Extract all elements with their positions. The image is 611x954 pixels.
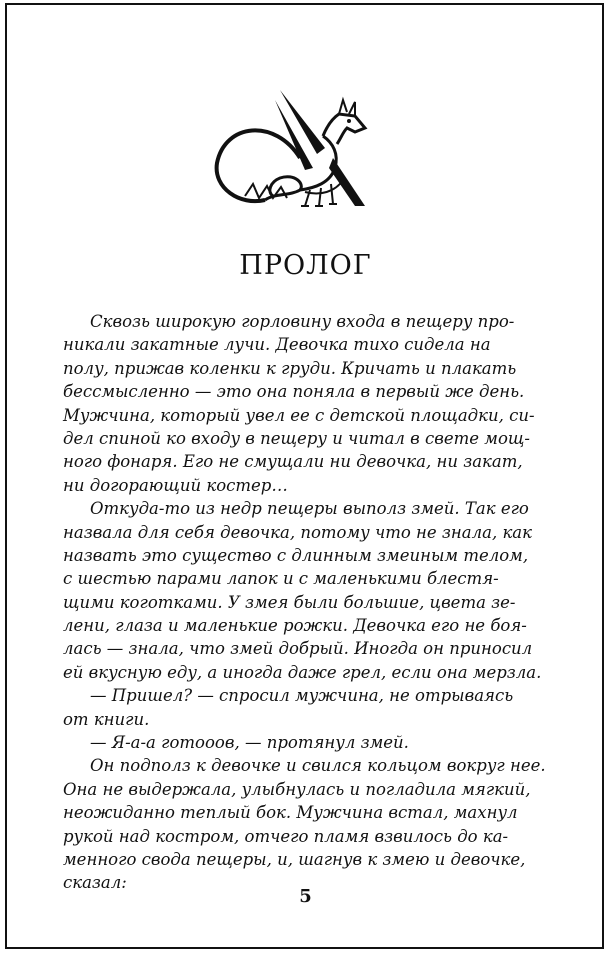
text-line: менного свода пещеры, и, шагнув к змею и девочке, <box>63 849 526 869</box>
text-line: рукой над костром, отчего пламя взвилось до ка- <box>63 826 509 846</box>
text-line: Мужчина, который увел ее с детской площадки, си- <box>63 405 535 425</box>
text-line: лени, глаза и маленькие рожки. Девочка его не боя- <box>63 616 527 636</box>
text-line: полу, прижав коленки к груди. Кричать и плакать <box>63 358 517 378</box>
dragon-vignette-icon <box>205 88 375 213</box>
text-line: назвать это существо с длинным змеиным телом, <box>63 545 529 565</box>
text-line: щими коготками. У змея были большие, цвета зе- <box>63 592 516 612</box>
text-line: бессмысленно — это она поняла в первый же день. <box>63 382 525 402</box>
text-line: Он подполз к девочке и свился кольцом вокруг нее. <box>90 756 546 776</box>
text-line: ного фонаря. Его не смущали ни девочка, ни закат, <box>63 452 523 472</box>
text-line: дел спиной ко входу в пещеру и читал в свете мощ- <box>63 428 531 448</box>
text-line: Откуда-то из недр пещеры выполз змей. Так его <box>90 499 529 519</box>
text-line: сказал: <box>63 873 127 893</box>
text-line: никали закатные лучи. Девочка тихо сидела на <box>63 335 491 355</box>
text-line: Она не выдержала, улыбнулась и погладила мягкий, <box>63 779 531 799</box>
prologue-text <box>63 310 546 895</box>
text-line: — Пришел? — спросил мужчина, не отрываясь <box>90 686 514 706</box>
text-line: ей вкусную еду, а иногда даже грел, если она мерзла. <box>63 662 542 682</box>
text-line: Сквозь широкую горловину входа в пещеру про- <box>90 312 515 331</box>
text-line: ни догорающий костер… <box>63 475 288 495</box>
text-line: неожиданно теплый бок. Мужчина встал, махнул <box>63 803 518 823</box>
text-line: — Я-а-а готооов, — протянул змей. <box>90 733 409 753</box>
text-line: от книги. <box>63 709 150 729</box>
page-number: 5 <box>299 886 312 907</box>
text-line: назвала для себя девочка, потому что не знала, как <box>63 522 533 542</box>
text-line: лась — знала, что змей добрый. Иногда он приносил <box>63 639 533 659</box>
chapter-title: ПРОЛОГ <box>239 250 372 281</box>
text-line: с шестью парами лапок и с маленькими блестя- <box>63 569 499 589</box>
